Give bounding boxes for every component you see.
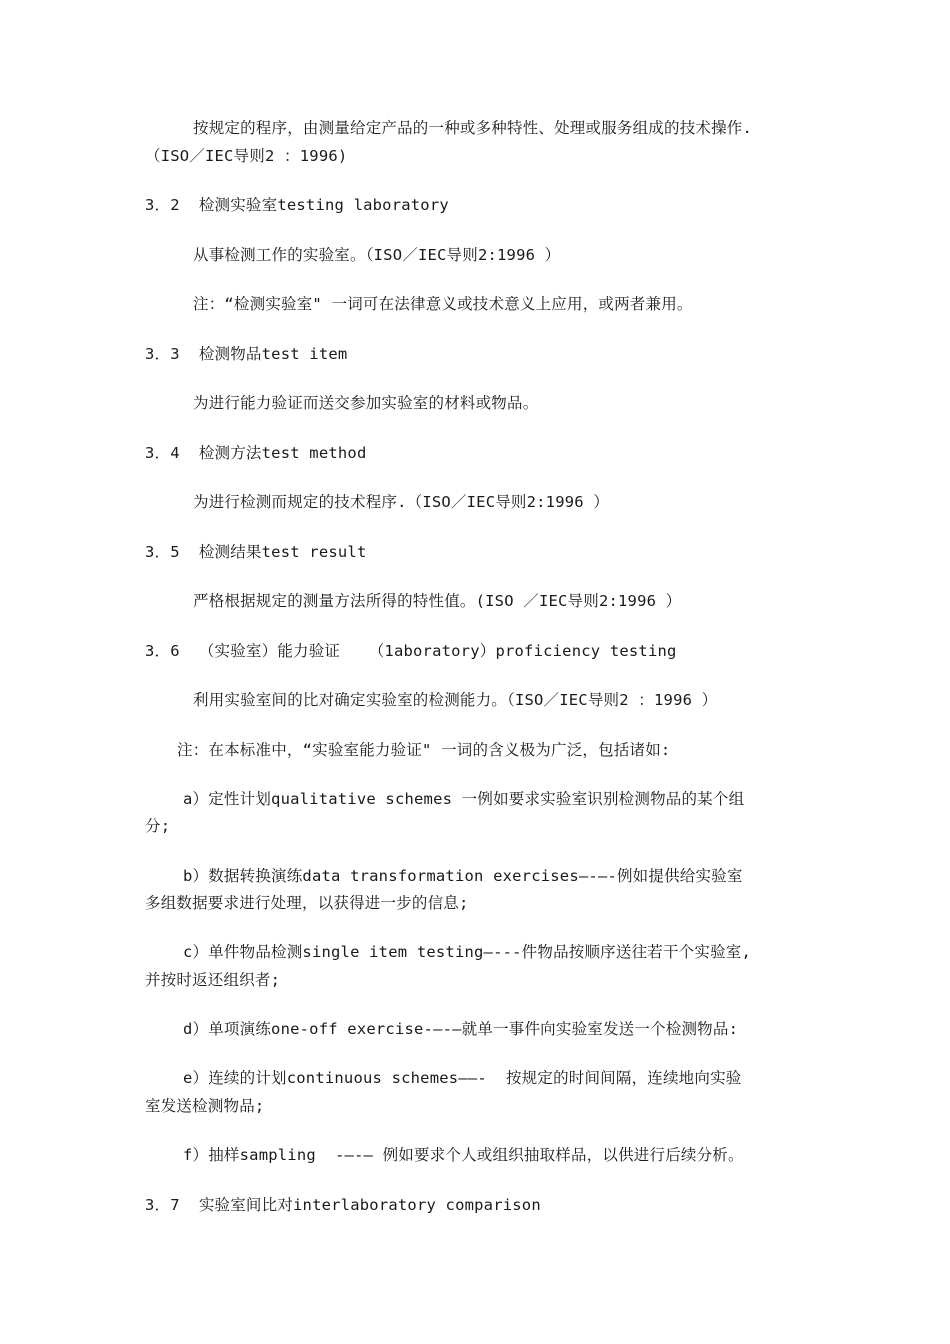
list-item-c-line-2: 并按时返还组织者; bbox=[145, 971, 281, 989]
list-item-e-line-2: 室发送检测物品; bbox=[145, 1097, 265, 1115]
note-3-2: 注：“检测实验室" 一词可在法律意义或技术意义上应用，或两者兼用。 bbox=[193, 295, 693, 313]
intro-line-2: （ISO／IEC导则2 ：1996) bbox=[145, 147, 348, 165]
heading-3-6: 3．6 （实验室）能力验证 （1aboratory）proficiency testing bbox=[145, 642, 677, 660]
heading-3-4: 3．4 检测方法test method bbox=[145, 444, 367, 462]
list-item-a-line-1: a）定性计划qualitative schemes 一例如要求实验室识别检测物品的某个组 bbox=[183, 790, 745, 808]
definition-3-4: 为进行检测而规定的技术程序.（ISO／IEC导则2:1996 ） bbox=[193, 493, 610, 511]
heading-3-7: 3．7 实验室间比对interlaboratory comparison bbox=[145, 1196, 541, 1214]
definition-3-3: 为进行能力验证而送交参加实验室的材料或物品。 bbox=[193, 394, 539, 412]
list-item-d: d）单项演练one-off exercise-—-—就单一事件向实验室发送一个检测物品: bbox=[183, 1020, 739, 1038]
definition-3-6: 利用实验室间的比对确定实验室的检测能力。（ISO／IEC导则2 ：1996 ） bbox=[193, 691, 718, 709]
definition-3-2: 从事检测工作的实验室。（ISO／IEC导则2:1996 ） bbox=[193, 246, 561, 264]
note-3-6: 注：在本标准中，“实验室能力验证" 一词的含义极为广泛，包括诸如: bbox=[177, 741, 671, 759]
heading-3-3: 3．3 检测物品test item bbox=[145, 345, 348, 363]
list-item-b-line-1: b）数据转换演练data transformation exercises—-—-例如提供给实验室 bbox=[183, 867, 743, 885]
list-item-f: f）抽样sampling -—-— 例如要求个人或组织抽取样品，以供进行后续分析。 bbox=[183, 1146, 744, 1164]
heading-3-5: 3．5 检测结果test result bbox=[145, 543, 367, 561]
list-item-b-line-2: 多组数据要求进行处理，以获得进一步的信息; bbox=[145, 894, 469, 912]
heading-3-2: 3．2 检测实验室testing laboratory bbox=[145, 196, 449, 214]
list-item-a-line-2: 分; bbox=[145, 817, 171, 835]
intro-line-1: 按规定的程序，由测量给定产品的一种或多种特性、处理或服务组成的技术操作. bbox=[193, 119, 753, 137]
definition-3-5: 严格根据规定的测量方法所得的特性值。(ISO ／IEC导则2:1996 ） bbox=[193, 592, 682, 610]
list-item-e-line-1: e）连续的计划continuous schemes——- 按规定的时间间隔，连续地向实验 bbox=[183, 1069, 742, 1087]
list-item-c-line-1: c）单件物品检测single item testing—---件物品按顺序送往若干个实验室, bbox=[183, 943, 751, 961]
